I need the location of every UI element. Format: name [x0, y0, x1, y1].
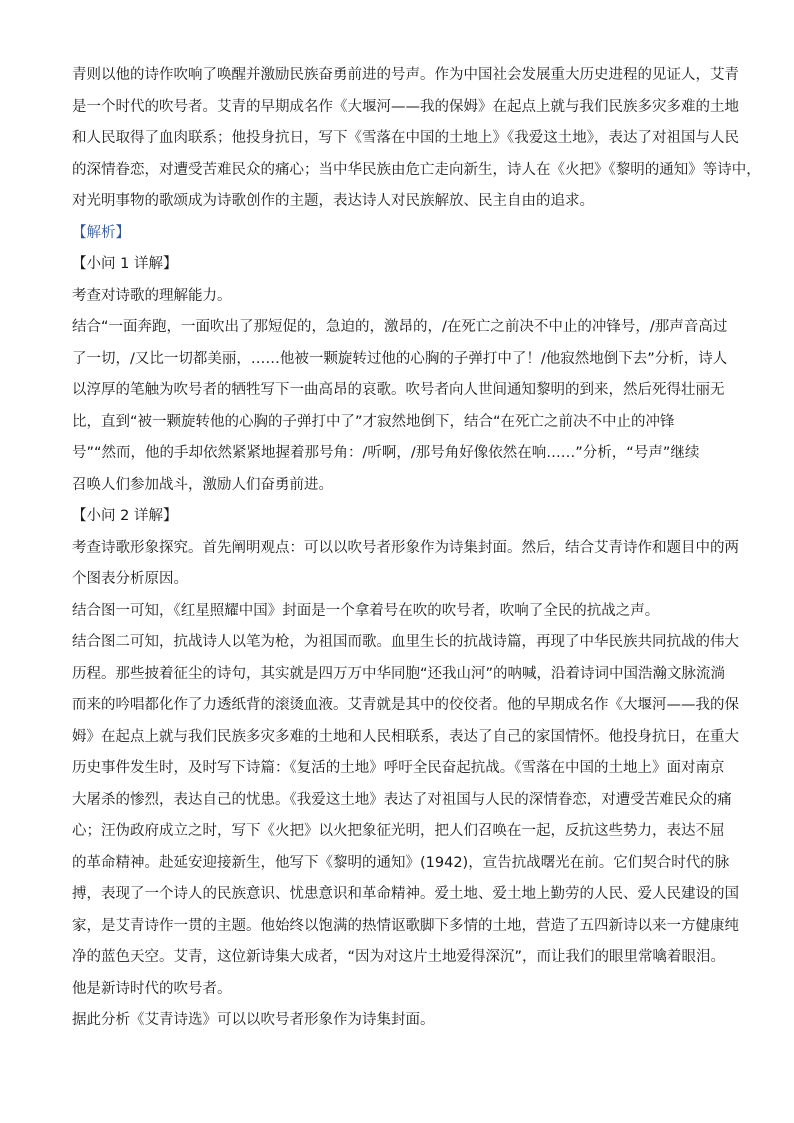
paragraph-line: 号”“然而，他的手却依然紧紧地握着那号角：/听啊，/那号角好像依然在响……”分析，“号声”继续: [72, 445, 700, 461]
paragraph-line: 青则以他的诗作吹响了唤醒并激励民族奋勇前进的号声。作为中国社会发展重大历史进程的见证人，艾青: [72, 67, 739, 83]
paragraph-line: 比，直到“被一颗旋转他的心胸的子弹打中了”才寂然地倒下，结合“在死亡之前决不中止的冲锋: [72, 413, 675, 430]
paragraph-line: 大屠杀的惨烈，表达自己的忧患。《我爱这土地》表达了对祖国与人民的深情眷恋，对遭受苦难民众的痛: [72, 791, 732, 808]
paragraph-line: 对光明事物的歌颂成为诗歌创作的主题，表达诗人对民族解放、民主自由的追求。: [72, 193, 594, 209]
paragraph-line: 考查诗歌形象探究。首先阐明观点：可以以吹号者形象作为诗集封面。然后，结合艾青诗作和题目中的两: [72, 539, 739, 556]
paragraph-line: 历程。那些披着征尘的诗句，其实就是四万万中华同胞“还我山河”的呐喊，沿着诗词中国浩瀚文脉流淌: [72, 665, 726, 682]
paragraph-line: 结合图一可知，《红星照耀中国》封面是一个拿着号在吹的吹号者，吹响了全民的抗战之声。: [72, 602, 660, 619]
paragraph-line: 搏，表现了一个诗人的民族意识、忧患意识和革命精神。爱土地、爱土地上勤劳的人民、爱人民建设的国: [72, 886, 739, 902]
subquestion-1-heading: 【小问 1 详解】: [72, 256, 178, 272]
analysis-heading: 【解析】: [72, 224, 130, 241]
paragraph-line: 是一个时代的吹号者。艾青的早期成名作《大堰河——我的保姆》在起点上就与我们民族多灾多难的土地: [72, 98, 739, 115]
subquestion-2-heading: 【小问 2 详解】: [72, 508, 178, 524]
paragraph-line: 而来的吟唱都化作了力透纸背的滚烫血液。艾青就是其中的佼佼者。他的早期成名作《大堰河——我的保: [72, 697, 739, 713]
paragraph-line: 的革命精神。赴延安迎接新生，他写下《黎明的通知》(1942)，宣告抗战曙光在前。它们契合时代的脉: [72, 854, 730, 871]
paragraph-line: 他是新诗时代的吹号者。: [72, 980, 232, 997]
paragraph-line: 的深情眷恋，对遭受苦难民众的痛心；当中华民族由危亡走向新生，诗人在《火把》《黎明的通知》等诗中，: [72, 161, 761, 178]
document-body: [72, 62, 761, 1039]
paragraph-line: 考查对诗歌的理解能力。: [72, 287, 232, 304]
paragraph-line: 个图表分析原因。: [72, 571, 188, 587]
paragraph-line: 结合图二可知，抗战诗人以笔为枪，为祖国而歌。血里生长的抗战诗篇，再现了中华民族共同抗战的伟大: [72, 634, 739, 650]
paragraph-line: 结合“一面奔跑，一面吹出了那短促的，急迫的，激昂的，/在死亡之前决不中止的冲锋号，/那声音高过: [72, 319, 728, 335]
paragraph-line: 了一切，/又比一切都美丽，……他被一颗旋转过他的心胸的子弹打中了！/他寂然地倒下去”分析，诗人: [72, 350, 728, 367]
paragraph-line: 据此分析《艾青诗选》可以以吹号者形象作为诗集封面。: [72, 1012, 435, 1028]
paragraph-line: 以淳厚的笔触为吹号者的牺牲写下一曲高昂的哀歌。吹号者向人世间通知黎明的到来，然后死得壮丽无: [72, 382, 725, 398]
paragraph-line: 心；汪伪政府成立之时，写下《火把》以火把象征光明，把人们召唤在一起，反抗这些势力，表达不屈: [72, 823, 725, 839]
paragraph-line: 家，是艾青诗作一贯的主题。他始终以饱满的热情讴歌脚下多情的土地，营造了五四新诗以来一方健康纯: [72, 917, 739, 934]
paragraph-line: 净的蓝色天空。艾青，这位新诗集大成者，“因为对这片土地爱得深沉”，而让我们的眼里常噙着眼泪。: [72, 949, 726, 965]
paragraph-line: 召唤人们参加战斗，激励人们奋勇前进。: [72, 476, 333, 493]
paragraph-line: 姆》在起点上就与我们民族多灾多难的土地和人民相联系，表达了自己的家国情怀。他投身抗日，在重大: [72, 728, 739, 745]
paragraph-line: 和人民取得了血肉联系；他投身抗日，写下《雪落在中国的土地上》《我爱这土地》，表达了对祖国与人民: [72, 130, 739, 146]
paragraph-line: 历史事件发生时，及时写下诗篇：《复活的土地》呼吁全民奋起抗战。《雪落在中国的土地上》面对南京: [72, 760, 725, 776]
